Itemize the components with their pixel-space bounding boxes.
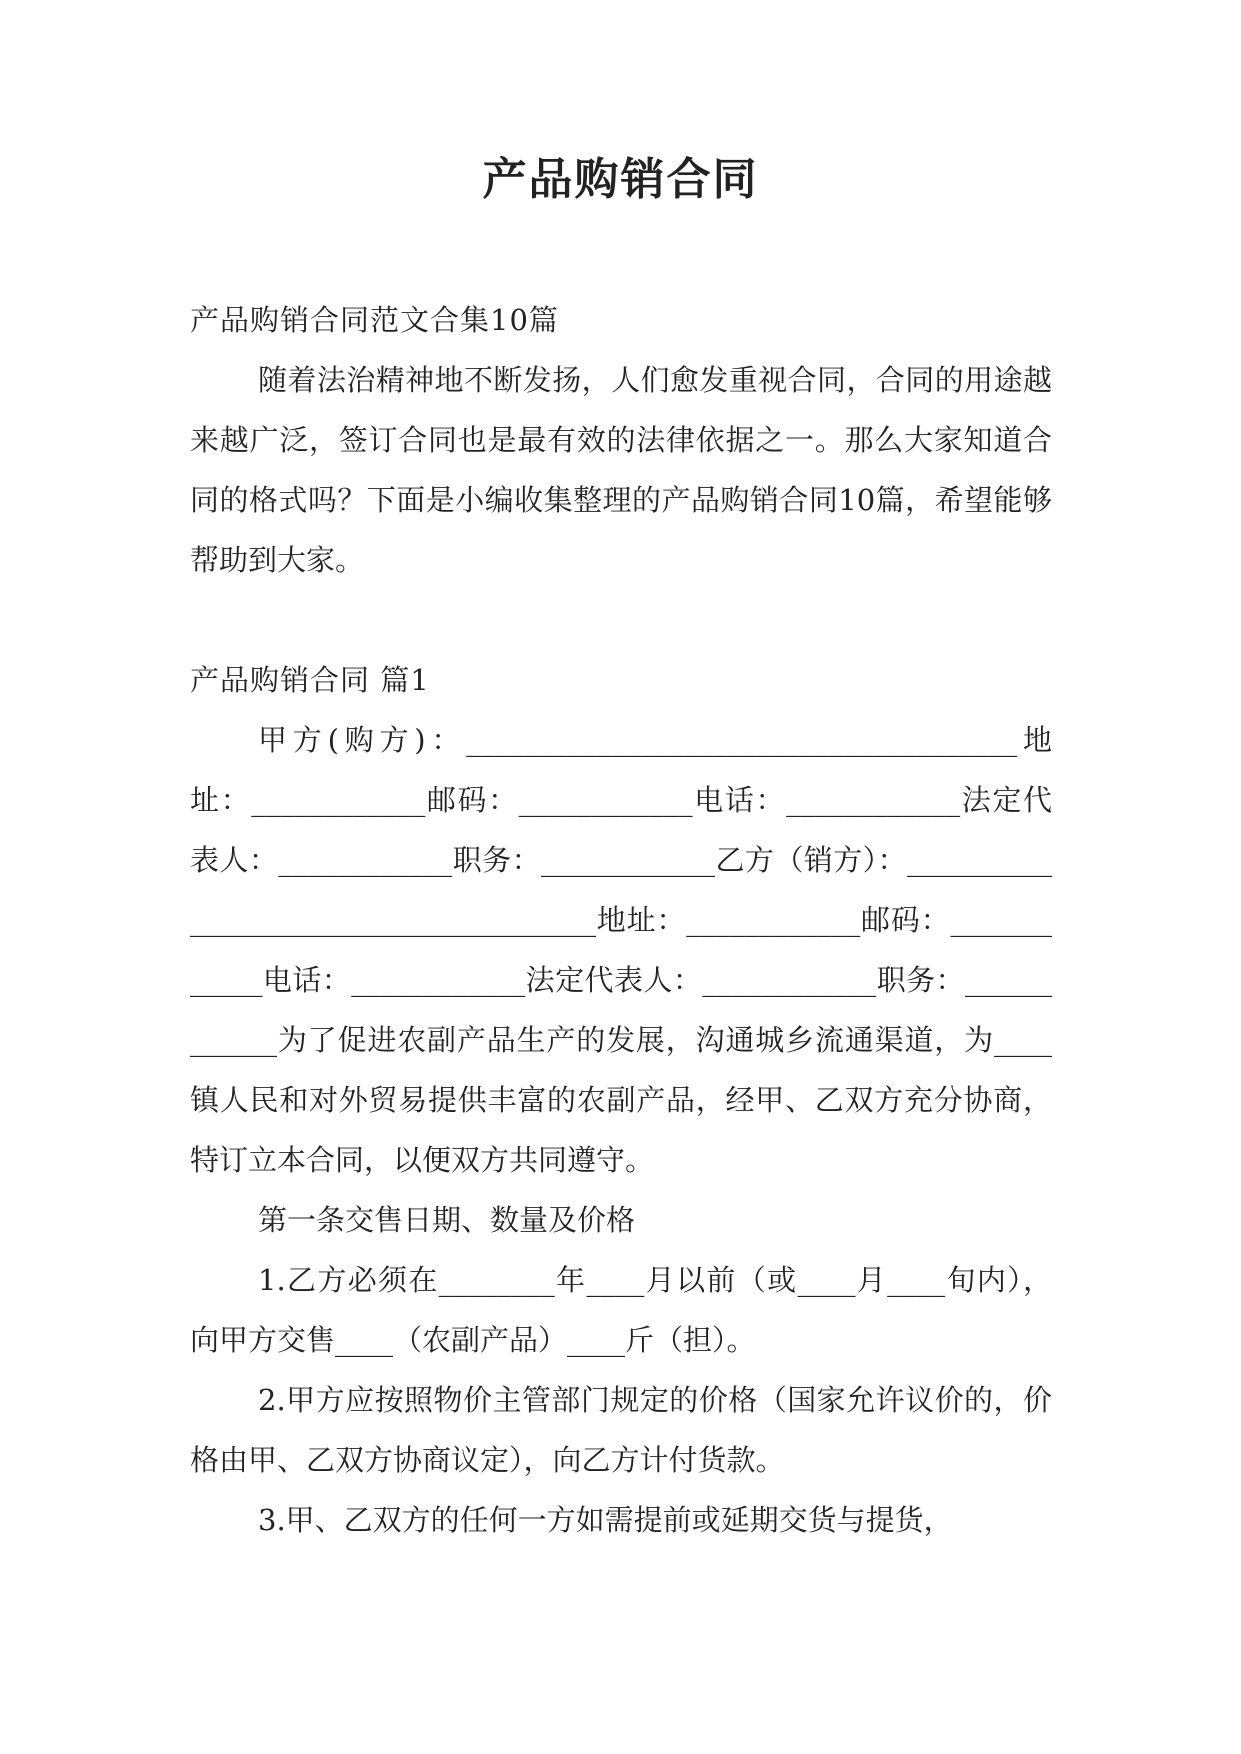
- document-title: 产品购销合同: [482, 154, 759, 205]
- document-body: [190, 290, 1052, 1550]
- article-item-1: 1.乙方必须在________年____月以前（或____月____旬内），向甲方交售____（农副产品）____斤（担）。: [190, 1263, 1052, 1357]
- intro-paragraph: 随着法治精神地不断发扬，人们愈发重视合同，合同的用途越来越广泛，签订合同也是最有效的法律依据之一。那么大家知道合同的格式吗？下面是小编收集整理的产品购销合同10篇，希望能够帮助到大家。: [190, 363, 1052, 577]
- article-heading: 第一条交售日期、数量及价格: [258, 1203, 636, 1237]
- article-item-2: 2.甲方应按照物价主管部门规定的价格（国家允许议价的，价格由甲、乙双方协商议定），向乙方计付货款。: [190, 1383, 1052, 1477]
- article-item-3: 3.甲、乙双方的任何一方如需提前或延期交货与提货，: [258, 1503, 953, 1537]
- section-heading: 产品购销合同 篇1: [190, 663, 430, 697]
- party-info-paragraph: 甲方(购方)：______________________________________地址：____________邮码：____________电话：____________法定代表人：____________职务：____________乙方（销方）：______________________________________地址：____________邮码：____________电话：____________法定代表人：____________职务：____________为了促进农副产品生产的发展，沟通城乡流通渠道，为____镇人民和对外贸易提供丰富的农副产品，经甲、乙双方充分协商，特订立本合同，以便双方共同遵守。: [190, 723, 1052, 1177]
- collection-heading: 产品购销合同范文合集10篇: [190, 303, 559, 337]
